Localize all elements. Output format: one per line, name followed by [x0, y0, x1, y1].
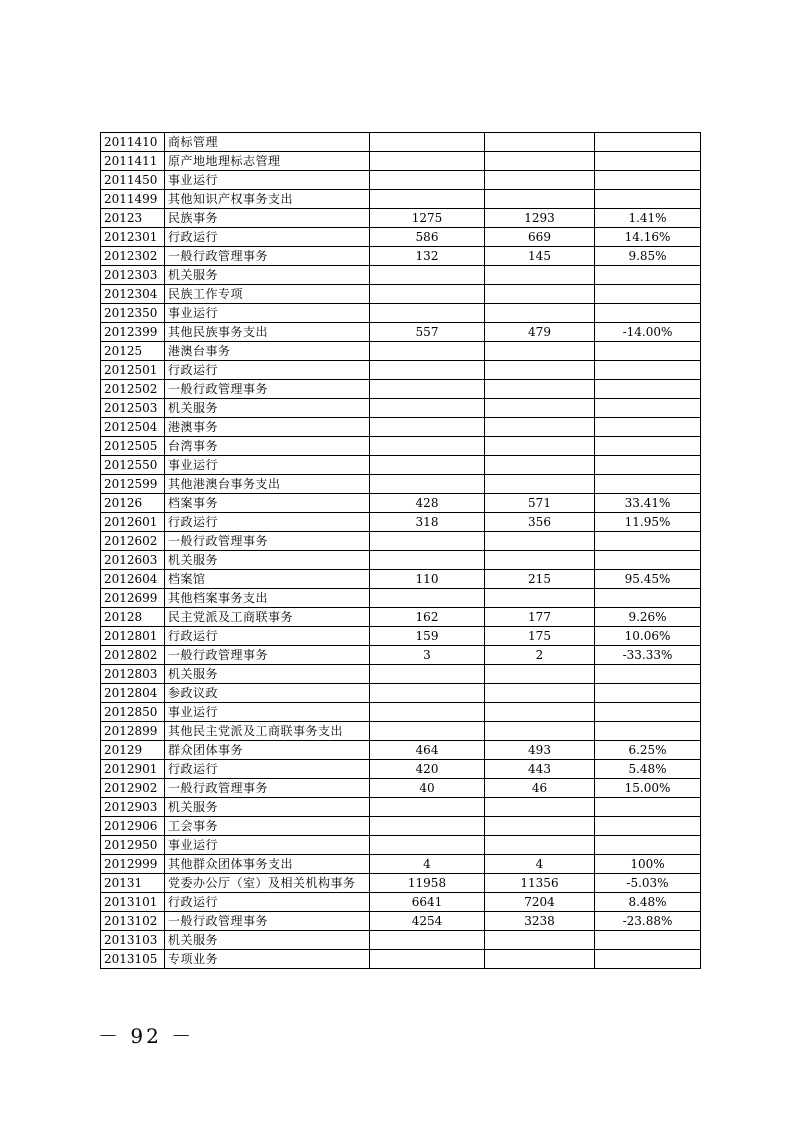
change-percent-cell: 15.00% [595, 779, 701, 798]
item-name-cell: 事业运行 [165, 703, 370, 722]
table-row [101, 247, 701, 266]
change-percent-cell [595, 950, 701, 969]
value-prev-cell: 318 [370, 513, 485, 532]
table-row [101, 703, 701, 722]
value-current-cell: 11356 [485, 874, 595, 893]
value-prev-cell: 40 [370, 779, 485, 798]
item-code-cell: 2012602 [101, 532, 165, 551]
table-row [101, 209, 701, 228]
change-percent-cell: 33.41% [595, 494, 701, 513]
item-name-cell: 行政运行 [165, 627, 370, 646]
item-name-cell: 商标管理 [165, 133, 370, 152]
change-percent-cell: -5.03% [595, 874, 701, 893]
item-name-cell: 机关服务 [165, 266, 370, 285]
value-current-cell [485, 361, 595, 380]
table-row [101, 893, 701, 912]
change-percent-cell [595, 475, 701, 494]
table-row [101, 532, 701, 551]
value-prev-cell: 162 [370, 608, 485, 627]
table-row [101, 931, 701, 950]
change-percent-cell [595, 380, 701, 399]
table-row [101, 665, 701, 684]
budget-table [100, 132, 701, 969]
change-percent-cell [595, 171, 701, 190]
value-prev-cell [370, 722, 485, 741]
value-prev-cell [370, 266, 485, 285]
value-prev-cell [370, 931, 485, 950]
change-percent-cell [595, 532, 701, 551]
item-name-cell: 一般行政管理事务 [165, 912, 370, 931]
change-percent-cell [595, 722, 701, 741]
value-current-cell: 175 [485, 627, 595, 646]
item-name-cell: 民族工作专项 [165, 285, 370, 304]
value-current-cell [485, 551, 595, 570]
item-code-cell: 2012601 [101, 513, 165, 532]
value-prev-cell [370, 437, 485, 456]
change-percent-cell [595, 285, 701, 304]
value-prev-cell [370, 380, 485, 399]
table-row [101, 475, 701, 494]
item-name-cell: 事业运行 [165, 456, 370, 475]
item-name-cell: 一般行政管理事务 [165, 247, 370, 266]
table-row [101, 855, 701, 874]
value-current-cell: 443 [485, 760, 595, 779]
value-current-cell [485, 266, 595, 285]
item-code-cell: 2012502 [101, 380, 165, 399]
value-current-cell [485, 418, 595, 437]
table-row [101, 456, 701, 475]
value-current-cell: 145 [485, 247, 595, 266]
value-prev-cell: 1275 [370, 209, 485, 228]
item-name-cell: 参政议政 [165, 684, 370, 703]
item-name-cell: 机关服务 [165, 399, 370, 418]
value-current-cell [485, 703, 595, 722]
change-percent-cell: 6.25% [595, 741, 701, 760]
item-code-cell: 20123 [101, 209, 165, 228]
value-prev-cell: 420 [370, 760, 485, 779]
item-name-cell: 机关服务 [165, 798, 370, 817]
value-current-cell [485, 722, 595, 741]
change-percent-cell [595, 342, 701, 361]
value-current-cell [485, 437, 595, 456]
item-name-cell: 档案事务 [165, 494, 370, 513]
change-percent-cell: 1.41% [595, 209, 701, 228]
value-prev-cell: 557 [370, 323, 485, 342]
table-row [101, 323, 701, 342]
item-code-cell: 2012350 [101, 304, 165, 323]
table-row [101, 608, 701, 627]
item-name-cell: 行政运行 [165, 228, 370, 247]
value-current-cell [485, 836, 595, 855]
item-name-cell: 行政运行 [165, 513, 370, 532]
item-name-cell: 原产地地理标志管理 [165, 152, 370, 171]
value-current-cell: 669 [485, 228, 595, 247]
item-name-cell: 事业运行 [165, 304, 370, 323]
change-percent-cell [595, 190, 701, 209]
item-code-cell: 2012301 [101, 228, 165, 247]
item-name-cell: 机关服务 [165, 931, 370, 950]
table-body [101, 133, 701, 969]
value-prev-cell [370, 152, 485, 171]
table-row [101, 570, 701, 589]
item-name-cell: 其他知识产权事务支出 [165, 190, 370, 209]
value-prev-cell [370, 551, 485, 570]
change-percent-cell: -23.88% [595, 912, 701, 931]
item-name-cell: 民族事务 [165, 209, 370, 228]
item-name-cell: 专项业务 [165, 950, 370, 969]
value-prev-cell: 159 [370, 627, 485, 646]
value-current-cell: 1293 [485, 209, 595, 228]
change-percent-cell: 9.85% [595, 247, 701, 266]
value-prev-cell [370, 798, 485, 817]
value-current-cell [485, 399, 595, 418]
change-percent-cell [595, 684, 701, 703]
change-percent-cell [595, 361, 701, 380]
value-prev-cell [370, 665, 485, 684]
value-prev-cell [370, 532, 485, 551]
table-row [101, 779, 701, 798]
item-name-cell: 其他港澳台事务支出 [165, 475, 370, 494]
item-code-cell: 2013101 [101, 893, 165, 912]
item-name-cell: 工会事务 [165, 817, 370, 836]
item-code-cell: 2012801 [101, 627, 165, 646]
value-current-cell: 177 [485, 608, 595, 627]
value-current-cell [485, 475, 595, 494]
item-code-cell: 2013105 [101, 950, 165, 969]
table-row [101, 817, 701, 836]
value-current-cell: 493 [485, 741, 595, 760]
change-percent-cell: 11.95% [595, 513, 701, 532]
value-current-cell [485, 532, 595, 551]
change-percent-cell [595, 665, 701, 684]
value-current-cell [485, 285, 595, 304]
item-code-cell: 20126 [101, 494, 165, 513]
change-percent-cell [595, 817, 701, 836]
item-code-cell: 2011411 [101, 152, 165, 171]
value-current-cell: 2 [485, 646, 595, 665]
value-prev-cell [370, 950, 485, 969]
value-current-cell [485, 798, 595, 817]
item-name-cell: 档案馆 [165, 570, 370, 589]
value-current-cell: 46 [485, 779, 595, 798]
value-prev-cell [370, 304, 485, 323]
item-name-cell: 民主党派及工商联事务 [165, 608, 370, 627]
item-code-cell: 2013103 [101, 931, 165, 950]
value-prev-cell: 110 [370, 570, 485, 589]
value-current-cell: 479 [485, 323, 595, 342]
value-current-cell: 4 [485, 855, 595, 874]
table-row [101, 798, 701, 817]
item-code-cell: 2012501 [101, 361, 165, 380]
item-code-cell: 2012399 [101, 323, 165, 342]
value-prev-cell: 4254 [370, 912, 485, 931]
item-code-cell: 20131 [101, 874, 165, 893]
change-percent-cell [595, 931, 701, 950]
table-row [101, 285, 701, 304]
change-percent-cell: -33.33% [595, 646, 701, 665]
value-prev-cell [370, 133, 485, 152]
value-prev-cell [370, 418, 485, 437]
table-row [101, 152, 701, 171]
value-prev-cell [370, 361, 485, 380]
table-row [101, 380, 701, 399]
value-prev-cell: 4 [370, 855, 485, 874]
value-prev-cell [370, 684, 485, 703]
table-row [101, 304, 701, 323]
value-prev-cell [370, 456, 485, 475]
value-current-cell: 571 [485, 494, 595, 513]
table-row [101, 190, 701, 209]
change-percent-cell: 14.16% [595, 228, 701, 247]
item-code-cell: 2012899 [101, 722, 165, 741]
value-prev-cell: 428 [370, 494, 485, 513]
item-code-cell: 2013102 [101, 912, 165, 931]
table-row [101, 684, 701, 703]
item-code-cell: 2012599 [101, 475, 165, 494]
item-code-cell: 2012603 [101, 551, 165, 570]
table-row [101, 874, 701, 893]
value-current-cell [485, 950, 595, 969]
value-current-cell [485, 171, 595, 190]
table-row [101, 437, 701, 456]
change-percent-cell [595, 703, 701, 722]
change-percent-cell [595, 551, 701, 570]
table-row [101, 950, 701, 969]
item-code-cell: 2012802 [101, 646, 165, 665]
item-name-cell: 行政运行 [165, 893, 370, 912]
change-percent-cell [595, 266, 701, 285]
table-row [101, 760, 701, 779]
value-prev-cell [370, 171, 485, 190]
value-prev-cell [370, 836, 485, 855]
value-prev-cell [370, 342, 485, 361]
item-name-cell: 行政运行 [165, 760, 370, 779]
value-prev-cell: 586 [370, 228, 485, 247]
item-code-cell: 2012902 [101, 779, 165, 798]
table-row [101, 494, 701, 513]
value-prev-cell [370, 399, 485, 418]
value-prev-cell: 11958 [370, 874, 485, 893]
item-code-cell: 2012699 [101, 589, 165, 608]
item-code-cell: 2012504 [101, 418, 165, 437]
table-row [101, 646, 701, 665]
item-code-cell: 2012503 [101, 399, 165, 418]
value-current-cell [485, 342, 595, 361]
item-code-cell: 2012302 [101, 247, 165, 266]
table-row [101, 361, 701, 380]
change-percent-cell: 100% [595, 855, 701, 874]
item-name-cell: 台湾事务 [165, 437, 370, 456]
table-row [101, 342, 701, 361]
item-name-cell: 一般行政管理事务 [165, 532, 370, 551]
item-name-cell: 行政运行 [165, 361, 370, 380]
page-number: － 92 － [98, 1024, 195, 1048]
change-percent-cell [595, 418, 701, 437]
value-current-cell [485, 190, 595, 209]
item-name-cell: 事业运行 [165, 836, 370, 855]
item-name-cell: 事业运行 [165, 171, 370, 190]
item-code-cell: 2012550 [101, 456, 165, 475]
item-name-cell: 机关服务 [165, 665, 370, 684]
item-code-cell: 2012950 [101, 836, 165, 855]
table-row [101, 228, 701, 247]
change-percent-cell [595, 836, 701, 855]
change-percent-cell: 10.06% [595, 627, 701, 646]
item-name-cell: 其他民主党派及工商联事务支出 [165, 722, 370, 741]
item-name-cell: 群众团体事务 [165, 741, 370, 760]
table-row [101, 722, 701, 741]
value-current-cell [485, 684, 595, 703]
item-code-cell: 20129 [101, 741, 165, 760]
change-percent-cell: 5.48% [595, 760, 701, 779]
change-percent-cell: 8.48% [595, 893, 701, 912]
table-row [101, 912, 701, 931]
change-percent-cell [595, 399, 701, 418]
value-prev-cell [370, 589, 485, 608]
item-code-cell: 20125 [101, 342, 165, 361]
value-current-cell: 3238 [485, 912, 595, 931]
change-percent-cell: 95.45% [595, 570, 701, 589]
value-prev-cell: 464 [370, 741, 485, 760]
value-current-cell [485, 931, 595, 950]
item-name-cell: 一般行政管理事务 [165, 380, 370, 399]
value-current-cell [485, 589, 595, 608]
change-percent-cell [595, 152, 701, 171]
value-current-cell [485, 380, 595, 399]
value-prev-cell [370, 190, 485, 209]
value-prev-cell: 3 [370, 646, 485, 665]
table-row [101, 133, 701, 152]
item-name-cell: 其他档案事务支出 [165, 589, 370, 608]
table-row [101, 399, 701, 418]
change-percent-cell [595, 437, 701, 456]
item-name-cell: 一般行政管理事务 [165, 646, 370, 665]
value-current-cell [485, 152, 595, 171]
table-row [101, 418, 701, 437]
item-code-cell: 2012803 [101, 665, 165, 684]
table-row [101, 551, 701, 570]
value-current-cell: 7204 [485, 893, 595, 912]
item-name-cell: 机关服务 [165, 551, 370, 570]
item-code-cell: 2012304 [101, 285, 165, 304]
table-row [101, 266, 701, 285]
value-current-cell [485, 304, 595, 323]
item-name-cell: 党委办公厅（室）及相关机构事务 [165, 874, 370, 893]
value-current-cell [485, 665, 595, 684]
item-name-cell: 港澳事务 [165, 418, 370, 437]
item-name-cell: 一般行政管理事务 [165, 779, 370, 798]
value-prev-cell [370, 817, 485, 836]
item-code-cell: 2012804 [101, 684, 165, 703]
value-current-cell [485, 817, 595, 836]
table-row [101, 627, 701, 646]
change-percent-cell: 9.26% [595, 608, 701, 627]
change-percent-cell [595, 589, 701, 608]
value-current-cell: 356 [485, 513, 595, 532]
item-code-cell: 2012505 [101, 437, 165, 456]
table-row [101, 741, 701, 760]
item-code-cell: 2011499 [101, 190, 165, 209]
item-code-cell: 2012850 [101, 703, 165, 722]
table-row [101, 171, 701, 190]
item-code-cell: 2012906 [101, 817, 165, 836]
change-percent-cell [595, 798, 701, 817]
table-row [101, 836, 701, 855]
value-prev-cell [370, 703, 485, 722]
item-code-cell: 2011450 [101, 171, 165, 190]
value-prev-cell: 132 [370, 247, 485, 266]
item-code-cell: 2012604 [101, 570, 165, 589]
table-row [101, 589, 701, 608]
value-prev-cell: 6641 [370, 893, 485, 912]
item-code-cell: 2012903 [101, 798, 165, 817]
item-code-cell: 2012901 [101, 760, 165, 779]
item-code-cell: 20128 [101, 608, 165, 627]
change-percent-cell [595, 304, 701, 323]
item-code-cell: 2012303 [101, 266, 165, 285]
table-row [101, 513, 701, 532]
item-code-cell: 2012999 [101, 855, 165, 874]
value-prev-cell [370, 475, 485, 494]
value-current-cell [485, 456, 595, 475]
item-name-cell: 其他群众团体事务支出 [165, 855, 370, 874]
change-percent-cell [595, 133, 701, 152]
item-name-cell: 其他民族事务支出 [165, 323, 370, 342]
value-prev-cell [370, 285, 485, 304]
item-code-cell: 2011410 [101, 133, 165, 152]
item-name-cell: 港澳台事务 [165, 342, 370, 361]
value-current-cell: 215 [485, 570, 595, 589]
change-percent-cell [595, 456, 701, 475]
value-current-cell [485, 133, 595, 152]
change-percent-cell: -14.00% [595, 323, 701, 342]
